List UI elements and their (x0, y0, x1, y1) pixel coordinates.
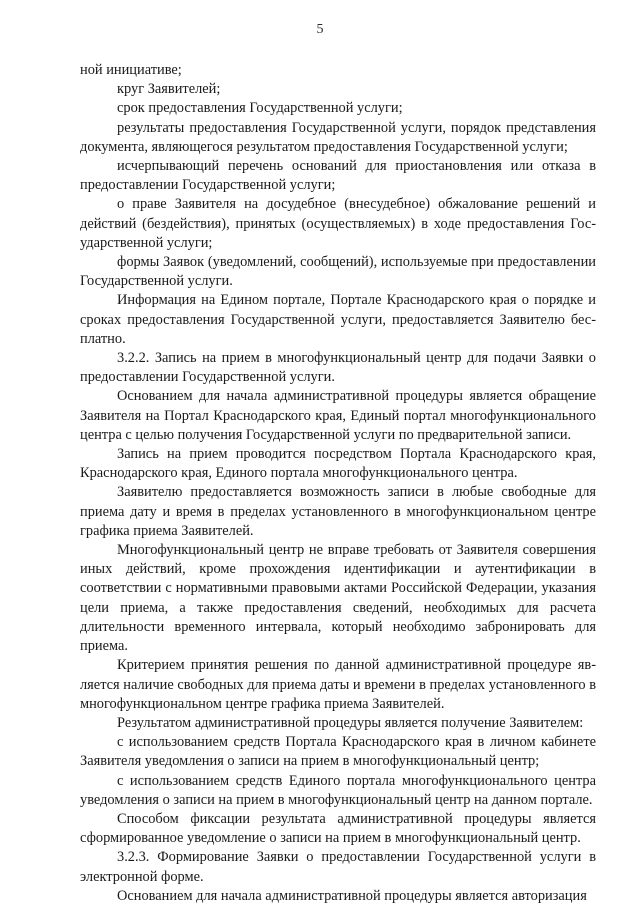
paragraph: Многофункциональный центр не вправе требовать от Заявителя совершения иных действий, кроме прохождения идентификации и аутентификации в соответствии с нормативными правовыми актами Российской Федерации, указания цели приема, а также предоставления сведений, необходимых для расчета длительности временного интервала, который необходимо забронировать для приема. (80, 542, 596, 655)
paragraph: Способом фиксации результата административной процедуры является сформированное уведомление о записи на прием в многофункциональный центр. (80, 810, 596, 847)
paragraph: 3.2.3. Формирование Заявки о предоставлении Государственной услуги в электронной форме. (80, 849, 596, 885)
page-number: 5 (316, 22, 324, 37)
paragraph: ной инициативе; (80, 62, 182, 78)
paragraph: исчерпывающий перечень оснований для приостановления или отказа в предоставлении Государственной услуги; (80, 158, 596, 194)
paragraph: круг Заявителей; (117, 81, 221, 98)
body-text (80, 61, 596, 906)
paragraph: Информация на Едином портале, Портале Краснодарского края о порядке и сроках предоставления Государственной услуги, предоставляется Заявителю бесплатно. (80, 292, 596, 347)
paragraph: Запись на прием проводится посредством Портала Краснодарского края, Краснодарского края, Единого портала многофункционального центра. (80, 446, 596, 482)
paragraph: результаты предоставления Государственной услуги, порядок представления документа, являющегося результатом предоставления Государственной услуги; (80, 119, 596, 155)
paragraph: Результатом административной процедуры является получение Заявителем: (117, 714, 584, 731)
paragraph: Критерием принятия решения по данной административной процедуре является наличие свободных для приема даты и времени в пределах установленного в многофункциональном центре графика приема Заявителей. (80, 657, 596, 712)
paragraph: Заявителю предоставляется возможность записи в любые свободные для приема дату и время в пределах установленного в многофункциональном центре графика приема Заявителей. (80, 484, 596, 539)
paragraph: Основанием для начала административной процедуры является обращение Заявителя на Портал Краснодарского края, Единый портал многофункционального центра с целью получения Государственной услуги по предварительной записи. (80, 388, 596, 443)
paragraph: Основанием для начала административной процедуры является авторизация (117, 887, 587, 904)
paragraph: срок предоставления Государственной услуги; (117, 100, 403, 117)
paragraph: формы Заявок (уведомлений, сообщений), используемые при предоставлении Государственной услуги. (80, 254, 596, 290)
paragraph: с использованием средств Единого портала многофункционального центра уведомления о записи на прием в многофункциональный центр на данном портале. (80, 772, 596, 808)
paragraph: 3.2.2. Запись на прием в многофункциональный центр для подачи Заявки о предоставлении Государственной услуги. (80, 350, 596, 386)
paragraph: с использованием средств Портала Краснодарского края в личном кабинете Заявителя уведомления о записи на прием в многофункциональный центр; (80, 734, 596, 770)
paragraph: о праве Заявителя на досудебное (внесудебное) обжалование решений и действий (бездействия), принятых (осуществляемых) в ходе предоставления Государственной услуги; (80, 196, 596, 251)
